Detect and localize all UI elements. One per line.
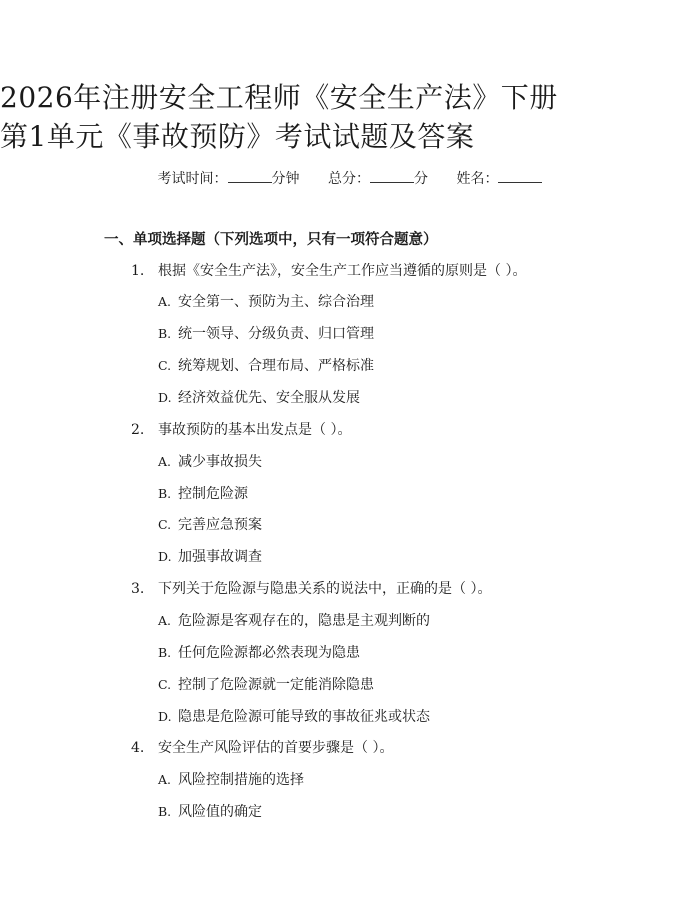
name-field [456,168,542,189]
total-score-label: 总分： [328,171,370,187]
option-1b [158,324,374,344]
option-letter: D. [158,390,172,405]
name-label: 姓名： [456,171,499,187]
exam-time-unit: 分钟 [271,171,300,187]
option-letter: B. [158,486,172,501]
question-1 [131,261,526,281]
option-letter: B. [158,326,172,341]
option-1c [158,356,374,376]
option-text: 完善应急预案 [178,517,262,533]
option-letter: C. [158,677,172,692]
option-text: 任何危险源都必然表现为隐患 [178,645,360,661]
option-text: 统筹规划、合理布局、严格标准 [178,358,374,374]
option-letter: B. [158,645,172,660]
option-1a [158,292,374,312]
question-2 [131,420,351,440]
question-number: 3. [131,581,145,597]
total-score-field [328,168,428,189]
option-text: 风险值的确定 [178,804,262,820]
option-text: 减少事故损失 [178,454,262,470]
exam-time-label: 考试时间： [157,171,228,187]
question-number: 4. [131,740,145,756]
title-line-2: 第1单元《事故预防》考试试题及答案 [0,120,475,153]
option-letter: A. [158,454,172,469]
option-text: 安全第一、预防为主、综合治理 [178,294,374,310]
option-4b [158,802,262,822]
option-text: 危险源是客观存在的，隐患是主观判断的 [178,613,430,629]
option-letter: A. [158,294,172,309]
option-letter: D. [158,549,172,564]
option-letter: C. [158,517,172,532]
option-2a [158,452,262,472]
option-4a [158,770,304,790]
question-number: 1. [131,263,145,279]
question-number: 2. [131,422,145,438]
exam-time-field [158,168,300,189]
option-3c [158,675,374,695]
option-letter: D. [158,709,172,724]
option-2d [158,547,262,567]
option-3d [158,707,430,727]
title-line-1: 2026年注册安全工程师《安全生产法》下册 [0,81,558,114]
option-text: 隐患是危险源可能导致的事故征兆或状态 [178,709,430,725]
option-text: 统一领导、分级负责、归口管理 [178,326,374,342]
question-4 [131,738,393,758]
question-text: 下列关于危险源与隐患关系的说法中，正确的是（ ）。 [158,581,492,597]
question-3 [131,579,491,599]
name-blank [498,168,542,183]
option-letter: A. [158,613,172,628]
section-heading: 一、单项选择题（下列选项中，只有一项符合题意） [104,232,438,248]
question-text: 事故预防的基本出发点是（ ）。 [158,422,352,438]
option-letter: A. [158,772,172,787]
option-3b [158,643,360,663]
option-text: 经济效益优先、安全服从发展 [178,390,360,406]
option-3a [158,611,430,631]
option-text: 加强事故调查 [178,549,262,565]
option-2b [158,484,248,504]
option-text: 风险控制措施的选择 [178,772,304,788]
option-text: 控制危险源 [178,486,248,502]
option-letter: B. [158,804,172,819]
total-score-blank [370,168,414,183]
question-text: 根据《安全生产法》，安全生产工作应当遵循的原则是（ ）。 [158,263,527,279]
option-text: 控制了危险源就一定能消除隐患 [178,677,374,693]
total-score-unit: 分 [414,171,428,187]
option-2c [158,515,262,535]
option-1d [158,388,360,408]
exam-time-blank [228,168,272,183]
question-text: 安全生产风险评估的首要步骤是（ ）。 [158,740,394,756]
exam-info-row [0,168,700,189]
option-letter: C. [158,358,172,373]
